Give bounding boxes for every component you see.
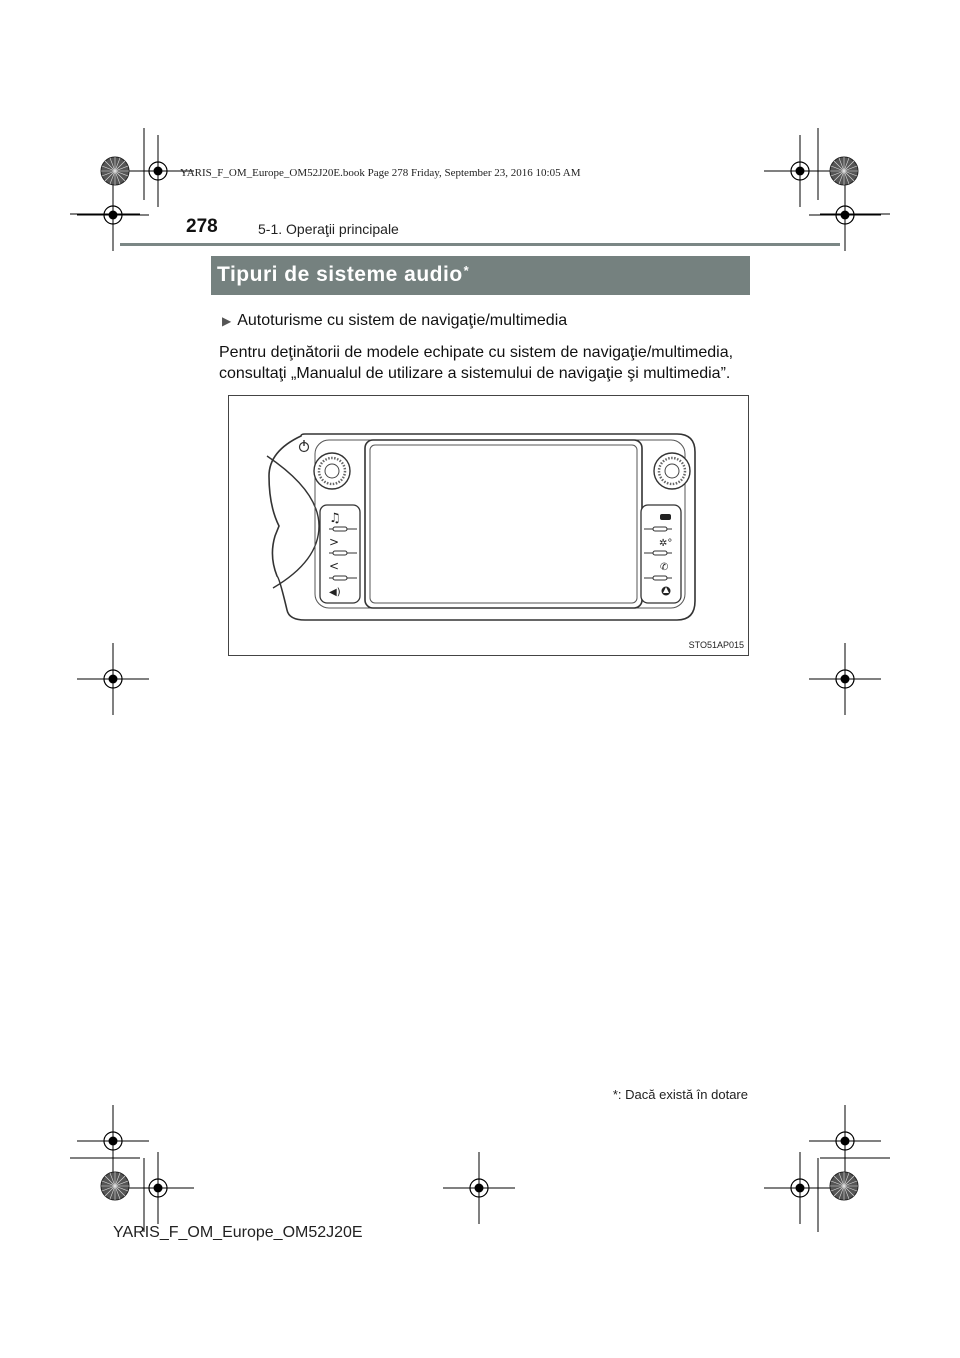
body-paragraph: Pentru deţinătorii de modele echipate cu sistem de navigaţie/multimedia, consultaţi „Manualul de utilizare a sistemului de navigaţie şi multimedia”. [219,344,734,382]
right-knob [654,453,690,489]
chevron-right-icon: > [329,535,340,549]
section-heading [217,263,469,287]
section-title: 5-1. Operaţii principale [258,221,399,237]
navigation-icon [662,587,671,596]
chevron-left-icon: < [329,559,340,573]
section-heading-banner [211,256,750,295]
climate-fan-icon: ✲° [659,538,673,549]
header-rule [120,243,840,246]
phone-icon: ✆ [660,562,669,573]
figure-code: STO51AP015 [688,640,744,650]
footnote-text: : Dacă există în dotare [617,1087,748,1102]
triangle-right-icon: ▶ [222,314,232,328]
heading-title: Tipuri de sisteme audio [217,263,463,286]
volume-icon: ◀) [329,587,341,598]
music-note-icon: ♫ [329,511,341,526]
page-number: 278 [186,216,218,237]
asterisk-icon: * [463,263,470,278]
asterisk-icon: * [612,1087,618,1102]
audio-unit-illustration [229,396,748,655]
left-knob [314,453,350,489]
bullet-text: Autoturisme cu sistem de navigaţie/multimedia [237,312,568,329]
footnote [613,1087,748,1102]
footer-doc-id: YARIS_F_OM_Europe_OM52J20E [113,1224,363,1241]
bullet-item [222,312,567,330]
book-header: YARIS_F_OM_Europe_OM52J20E.book Page 278 Friday, September 23, 2016 10:05 AM [180,167,581,179]
car-icon [660,514,671,520]
audio-unit-figure [228,395,749,656]
